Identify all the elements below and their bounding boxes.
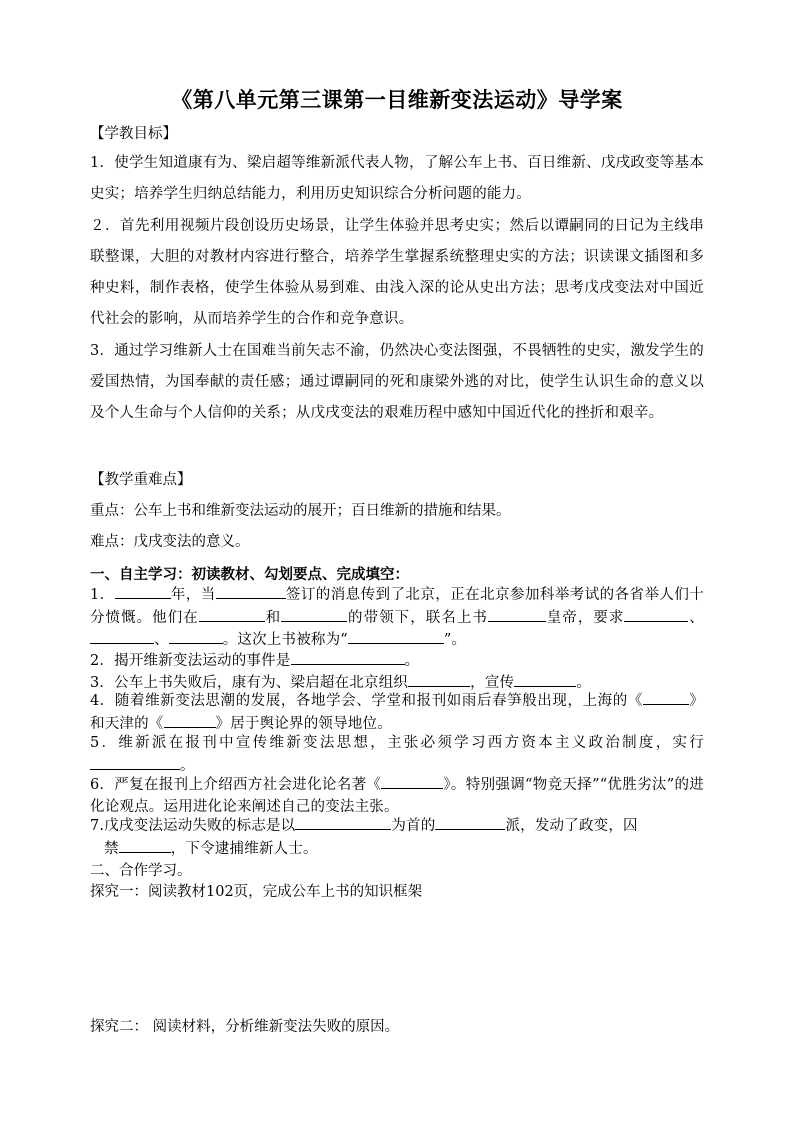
q7-text: 为首的 [391,818,436,834]
goal-item-3: 3．通过学习维新人士在国难当前矢志不渝，仍然决心变法图强，不畏牺牲的史实，激发学生的爱国热情，为国奉献的责任感；通过谭嗣同的死和康梁外逃的对比，使学生认识生命的意义以及个人生命与个人信仰的关系；从戊戌变法的艰难历程中感知中国近代化的挫折和艰辛。 [90,343,704,421]
question-4 [90,690,704,735]
q3-text: 3．公车上书失败后，康有为、梁启超在北京组织 [90,675,409,691]
goals-heading: 【学教目标】 [90,126,177,142]
q1-blank-emperor[interactable] [488,607,546,622]
self-study-heading: 一、自主学习：初读教材、勾划要点、完成填空： [90,566,409,583]
q6-text: 》。特别强调“物竞天择”“优胜劣汰”的进化论观点。运用进化论来阐述自己的变法主张。 [90,777,704,815]
q7-text: 7.戊戌变法运动失败的标志是以 [90,818,296,834]
q1-text: 1． [90,587,115,603]
q1-blank-demand-1[interactable] [624,607,688,622]
q1-text: 皇帝，要求 [545,609,625,626]
hard-point: 难点：戊戌变法的意义。 [90,534,250,550]
q1-blank-leader-2[interactable] [281,607,347,622]
cooperation-heading: 二、合作学习。 [90,863,192,879]
q1-text: ”。 [443,632,467,648]
q7-text: 派，发动了政变，囚 [505,818,638,834]
question-7 [90,815,704,860]
q1-text: 的带领下，联名上书 [347,609,488,626]
q1-text: 。这次上书被称为“ [222,632,348,648]
q4-text: 4．随着维新变法思潮的发展，各地学会、学堂和报刊如雨后春笋般出现，上海的《 [90,693,643,709]
q1-text: 年，当 [170,587,216,603]
q2-text: 。 [404,653,420,669]
key-point: 重点：公车上书和维新变法运动的展开；百日维新的措施和结果。 [90,503,511,519]
q5-text: 5．维新派在报刊中宣传维新变法思想，主张必须学习西方资本主义政治制度，实行 [90,735,704,751]
q1-blank-demand-3[interactable] [169,629,223,644]
q5-blank[interactable] [90,755,180,770]
q7-text: ，下令逮捕维新人士。 [170,840,318,857]
q1-blank-treaty[interactable] [216,584,286,599]
q7-text: 禁 [104,840,119,857]
explore-2: 探究二： 阅读材料，分析维新变法失败的原因。 [90,1019,400,1035]
q2-text: 2．揭开维新变法运动的事件是 [90,653,291,669]
q1-text: 和 [264,609,282,626]
question-6 [90,774,704,818]
q1-blank-leader-1[interactable] [199,607,265,622]
question-2 [90,650,704,673]
q7-blank-leader[interactable] [295,815,391,830]
q4-text: 》居于舆论界的领导地位。 [215,715,392,732]
q6-blank[interactable] [381,774,443,789]
q1-blank-demand-2[interactable] [90,629,154,644]
q7-blank-person[interactable] [119,838,171,853]
question-1 [90,584,704,652]
q5-text: 。 [180,757,195,774]
q1-text: 、 [154,632,169,648]
q3-text: ，宣传 [470,675,515,691]
q3-text: 。 [576,675,591,691]
q6-text: 6．严复在报刊上介绍西方社会进化论名著《 [90,777,382,793]
q3-blank-idea[interactable] [514,672,576,687]
explore-1: 探究一：阅读教材102页，完成公车上书的知识框架 [90,884,423,900]
q1-text: 签订的消息传到了北京，正在北京参加科举考试的各省举人们十分愤慨。他们在 [90,587,704,626]
goal-item-2: ２．首先利用视频片段创设历史场景，让学生体验并思考史实；然后以谭嗣同的日记为主线串联整课，大胆的对教材内容进行整合，培养学生掌握系统整理史实的方法；识读课文插图和多种史料，制作表格，使学生体验从易到难、由浅入深的论从史出方法；思考戊戌变法对中国近代社会的影响，从而培养学生的合作和竞争意识。 [90,218,704,327]
q3-blank-org[interactable] [408,672,470,687]
question-5 [90,733,704,777]
q7-blank-faction[interactable] [435,815,505,830]
q4-blank-tianjin[interactable] [164,713,216,728]
q1-blank-year[interactable] [115,584,171,599]
difficulties-heading: 【教学重难点】 [90,472,192,488]
q4-blank-shanghai[interactable] [643,690,689,705]
q1-text: 、 [688,609,705,626]
page-title: 《第八单元第三课第一目维新变法运动》导学案 [171,87,623,112]
q1-blank-name[interactable] [348,629,444,644]
q2-blank[interactable] [291,650,405,665]
goal-item-1: 1．使学生知道康有为、梁启超等维新派代表人物，了解公车上书、百日维新、戊戌政变等基本史实；培养学生归纳总结能力，利用历史知识综合分析问题的能力。 [90,155,704,202]
q4-text: 》和天津的《 [90,693,705,732]
